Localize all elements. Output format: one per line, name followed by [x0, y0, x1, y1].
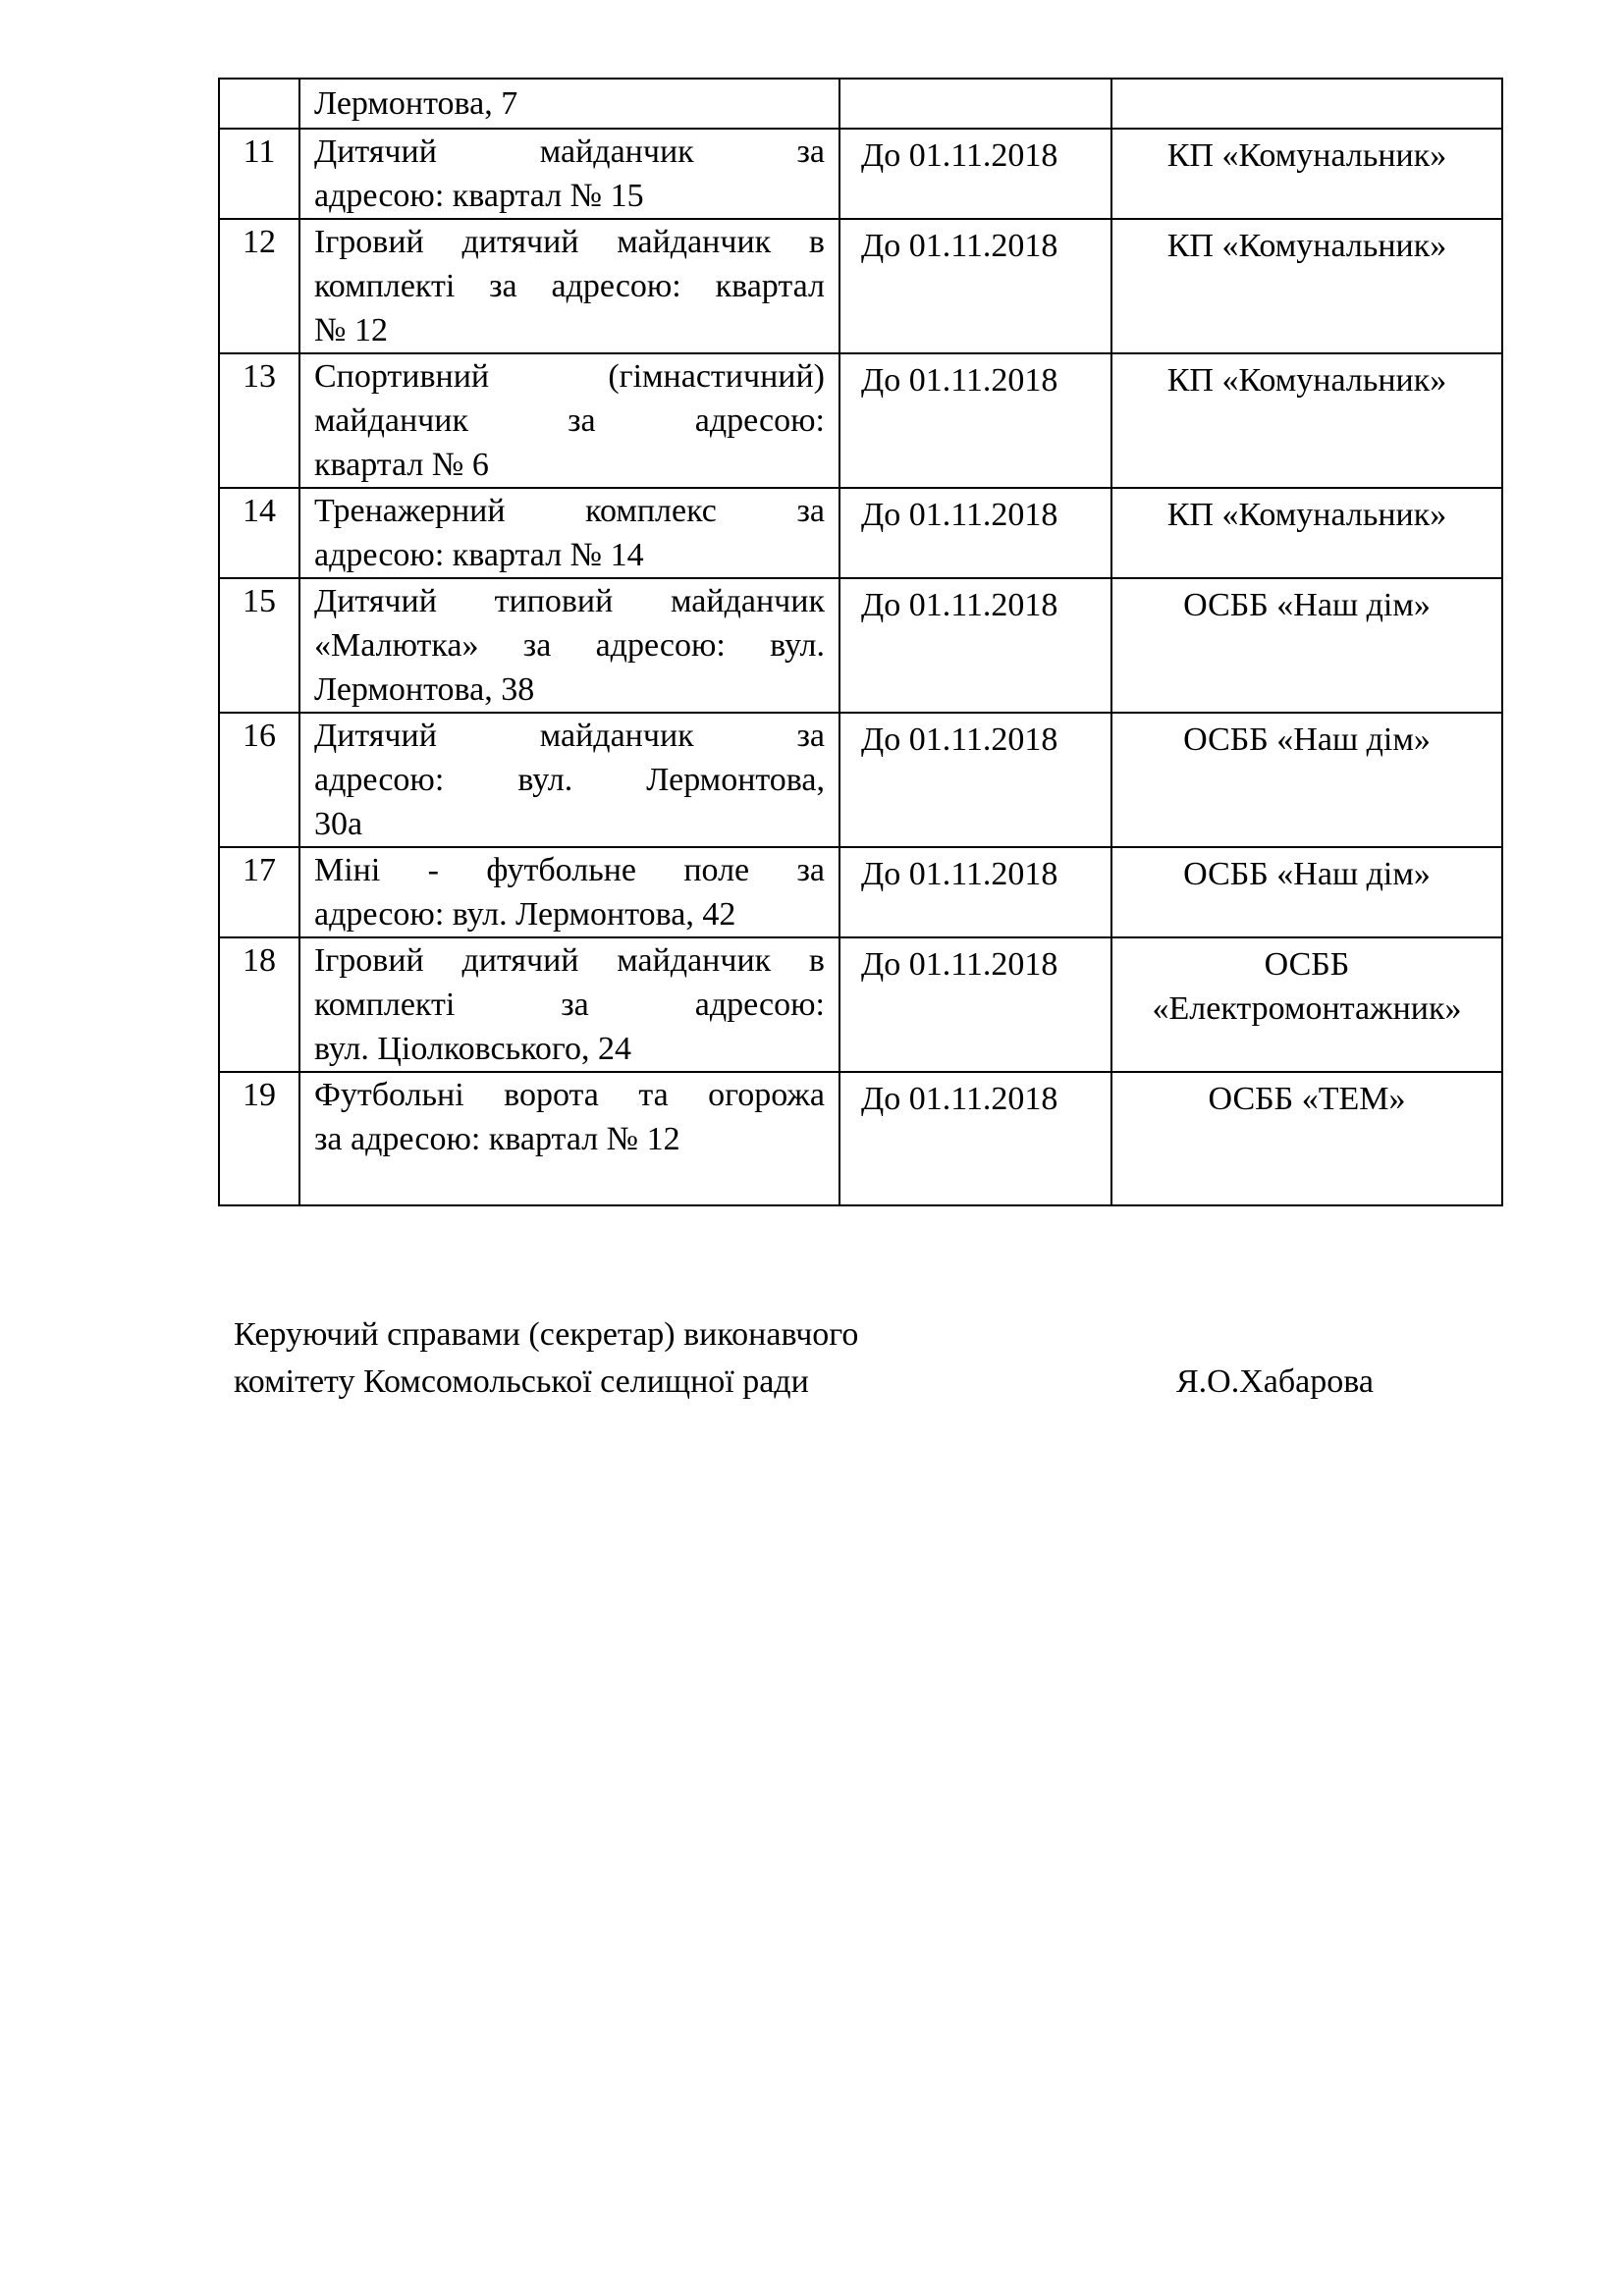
table-row — [219, 1072, 1502, 1205]
signature-block — [234, 1311, 1412, 1406]
deadline-cell: До 01.11.2018 — [839, 219, 1111, 353]
description-line: Спортивний (гімнастичний) — [314, 358, 825, 395]
description-line: Лермонтова, 7 — [314, 85, 518, 122]
responsible-line: ОСББ «Наш дім» — [1183, 721, 1431, 758]
object-description-cell — [299, 219, 839, 353]
responsible-line: «Електромонтажник» — [1152, 990, 1462, 1027]
responsible-cell — [1111, 488, 1502, 578]
description-line: адресою: квартал № 15 — [314, 178, 644, 214]
object-description-cell — [299, 847, 839, 937]
responsible-cell — [1111, 353, 1502, 488]
description-line: Дитячий майданчик за — [314, 133, 825, 170]
description-line: комплекті за адресою: — [314, 987, 825, 1023]
row-number-cell: 11 — [219, 129, 299, 219]
signatory-position-line-1: Керуючий справами (секретар) виконавчого — [234, 1316, 859, 1353]
description-line: «Малютка» за адресою: вул. — [314, 627, 825, 664]
table-row — [219, 219, 1502, 353]
works-table — [218, 78, 1503, 1206]
deadline-cell: До 01.11.2018 — [839, 578, 1111, 713]
description-line: Футбольні ворота та огорожа — [314, 1077, 825, 1113]
row-number-cell: 14 — [219, 488, 299, 578]
table-row — [219, 937, 1502, 1072]
row-number-cell: 17 — [219, 847, 299, 937]
deadline-cell: До 01.11.2018 — [839, 1072, 1111, 1205]
row-number-cell: 19 — [219, 1072, 299, 1205]
description-line: 30а — [314, 806, 363, 842]
row-number-cell: 12 — [219, 219, 299, 353]
description-line: Лермонтова, 38 — [314, 671, 535, 708]
responsible-line: КП «Комунальник» — [1166, 137, 1447, 174]
description-line: Дитячий типовий майданчик — [314, 583, 825, 619]
deadline-cell: До 01.11.2018 — [839, 129, 1111, 219]
description-line: Ігровий дитячий майданчик в — [314, 224, 825, 260]
description-line: адресою: квартал № 14 — [314, 537, 644, 573]
responsible-line: ОСББ «Наш дім» — [1183, 587, 1431, 623]
object-description-cell — [299, 713, 839, 847]
responsible-line: ОСББ «Наш дім» — [1183, 856, 1431, 892]
description-line: Ігровий дитячий майданчик в — [314, 942, 825, 979]
object-description-cell — [299, 578, 839, 713]
row-number-cell: 13 — [219, 353, 299, 488]
object-description-cell — [299, 937, 839, 1072]
table-row — [219, 488, 1502, 578]
object-description-cell — [299, 79, 839, 129]
table-row — [219, 847, 1502, 937]
description-line: за адресою: квартал № 12 — [314, 1121, 680, 1157]
description-line: Дитячий майданчик за — [314, 718, 825, 754]
responsible-cell — [1111, 847, 1502, 937]
description-line: вул. Ціолковського, 24 — [314, 1031, 632, 1067]
object-description-cell — [299, 1072, 839, 1205]
table-row — [219, 129, 1502, 219]
object-description-cell — [299, 353, 839, 488]
deadline-cell: До 01.11.2018 — [839, 937, 1111, 1072]
description-line: комплекті за адресою: квартал — [314, 268, 825, 304]
description-line: Тренажерний комплекс за — [314, 493, 825, 529]
responsible-line: КП «Комунальник» — [1166, 362, 1447, 399]
table-row — [219, 578, 1502, 713]
responsible-cell — [1111, 937, 1502, 1072]
table-row — [219, 713, 1502, 847]
responsible-cell — [1111, 129, 1502, 219]
table-row-continued — [219, 79, 1502, 129]
object-description-cell — [299, 488, 839, 578]
responsible-cell — [1111, 578, 1502, 713]
row-number-cell: 16 — [219, 713, 299, 847]
responsible-cell — [1111, 1072, 1502, 1205]
row-number-cell — [219, 79, 299, 129]
deadline-cell: До 01.11.2018 — [839, 713, 1111, 847]
description-line: № 12 — [314, 312, 388, 348]
responsible-line: ОСББ — [1264, 946, 1350, 983]
description-line: майданчик за адресою: — [314, 402, 825, 439]
deadline-cell — [839, 79, 1111, 129]
description-line: адресою: вул. Лермонтова, 42 — [314, 896, 736, 933]
works-table-body — [219, 79, 1502, 1205]
responsible-line: ОСББ «ТЕМ» — [1208, 1081, 1406, 1117]
signatory-name: Я.О.Хабарова — [1176, 1363, 1374, 1400]
table-row — [219, 353, 1502, 488]
row-number-cell: 18 — [219, 937, 299, 1072]
responsible-line: КП «Комунальник» — [1166, 228, 1447, 264]
description-line: адресою: вул. Лермонтова, — [314, 762, 825, 798]
responsible-cell — [1111, 713, 1502, 847]
object-description-cell — [299, 129, 839, 219]
deadline-cell: До 01.11.2018 — [839, 847, 1111, 937]
responsible-line: КП «Комунальник» — [1166, 497, 1447, 533]
responsible-cell — [1111, 219, 1502, 353]
description-line: Міні - футбольне поле за — [314, 852, 825, 888]
deadline-cell: До 01.11.2018 — [839, 488, 1111, 578]
responsible-cell — [1111, 79, 1502, 129]
deadline-cell: До 01.11.2018 — [839, 353, 1111, 488]
row-number-cell: 15 — [219, 578, 299, 713]
signatory-position-line-2: комітету Комсомольської селищної ради — [234, 1363, 809, 1400]
description-line: квартал № 6 — [314, 447, 489, 483]
